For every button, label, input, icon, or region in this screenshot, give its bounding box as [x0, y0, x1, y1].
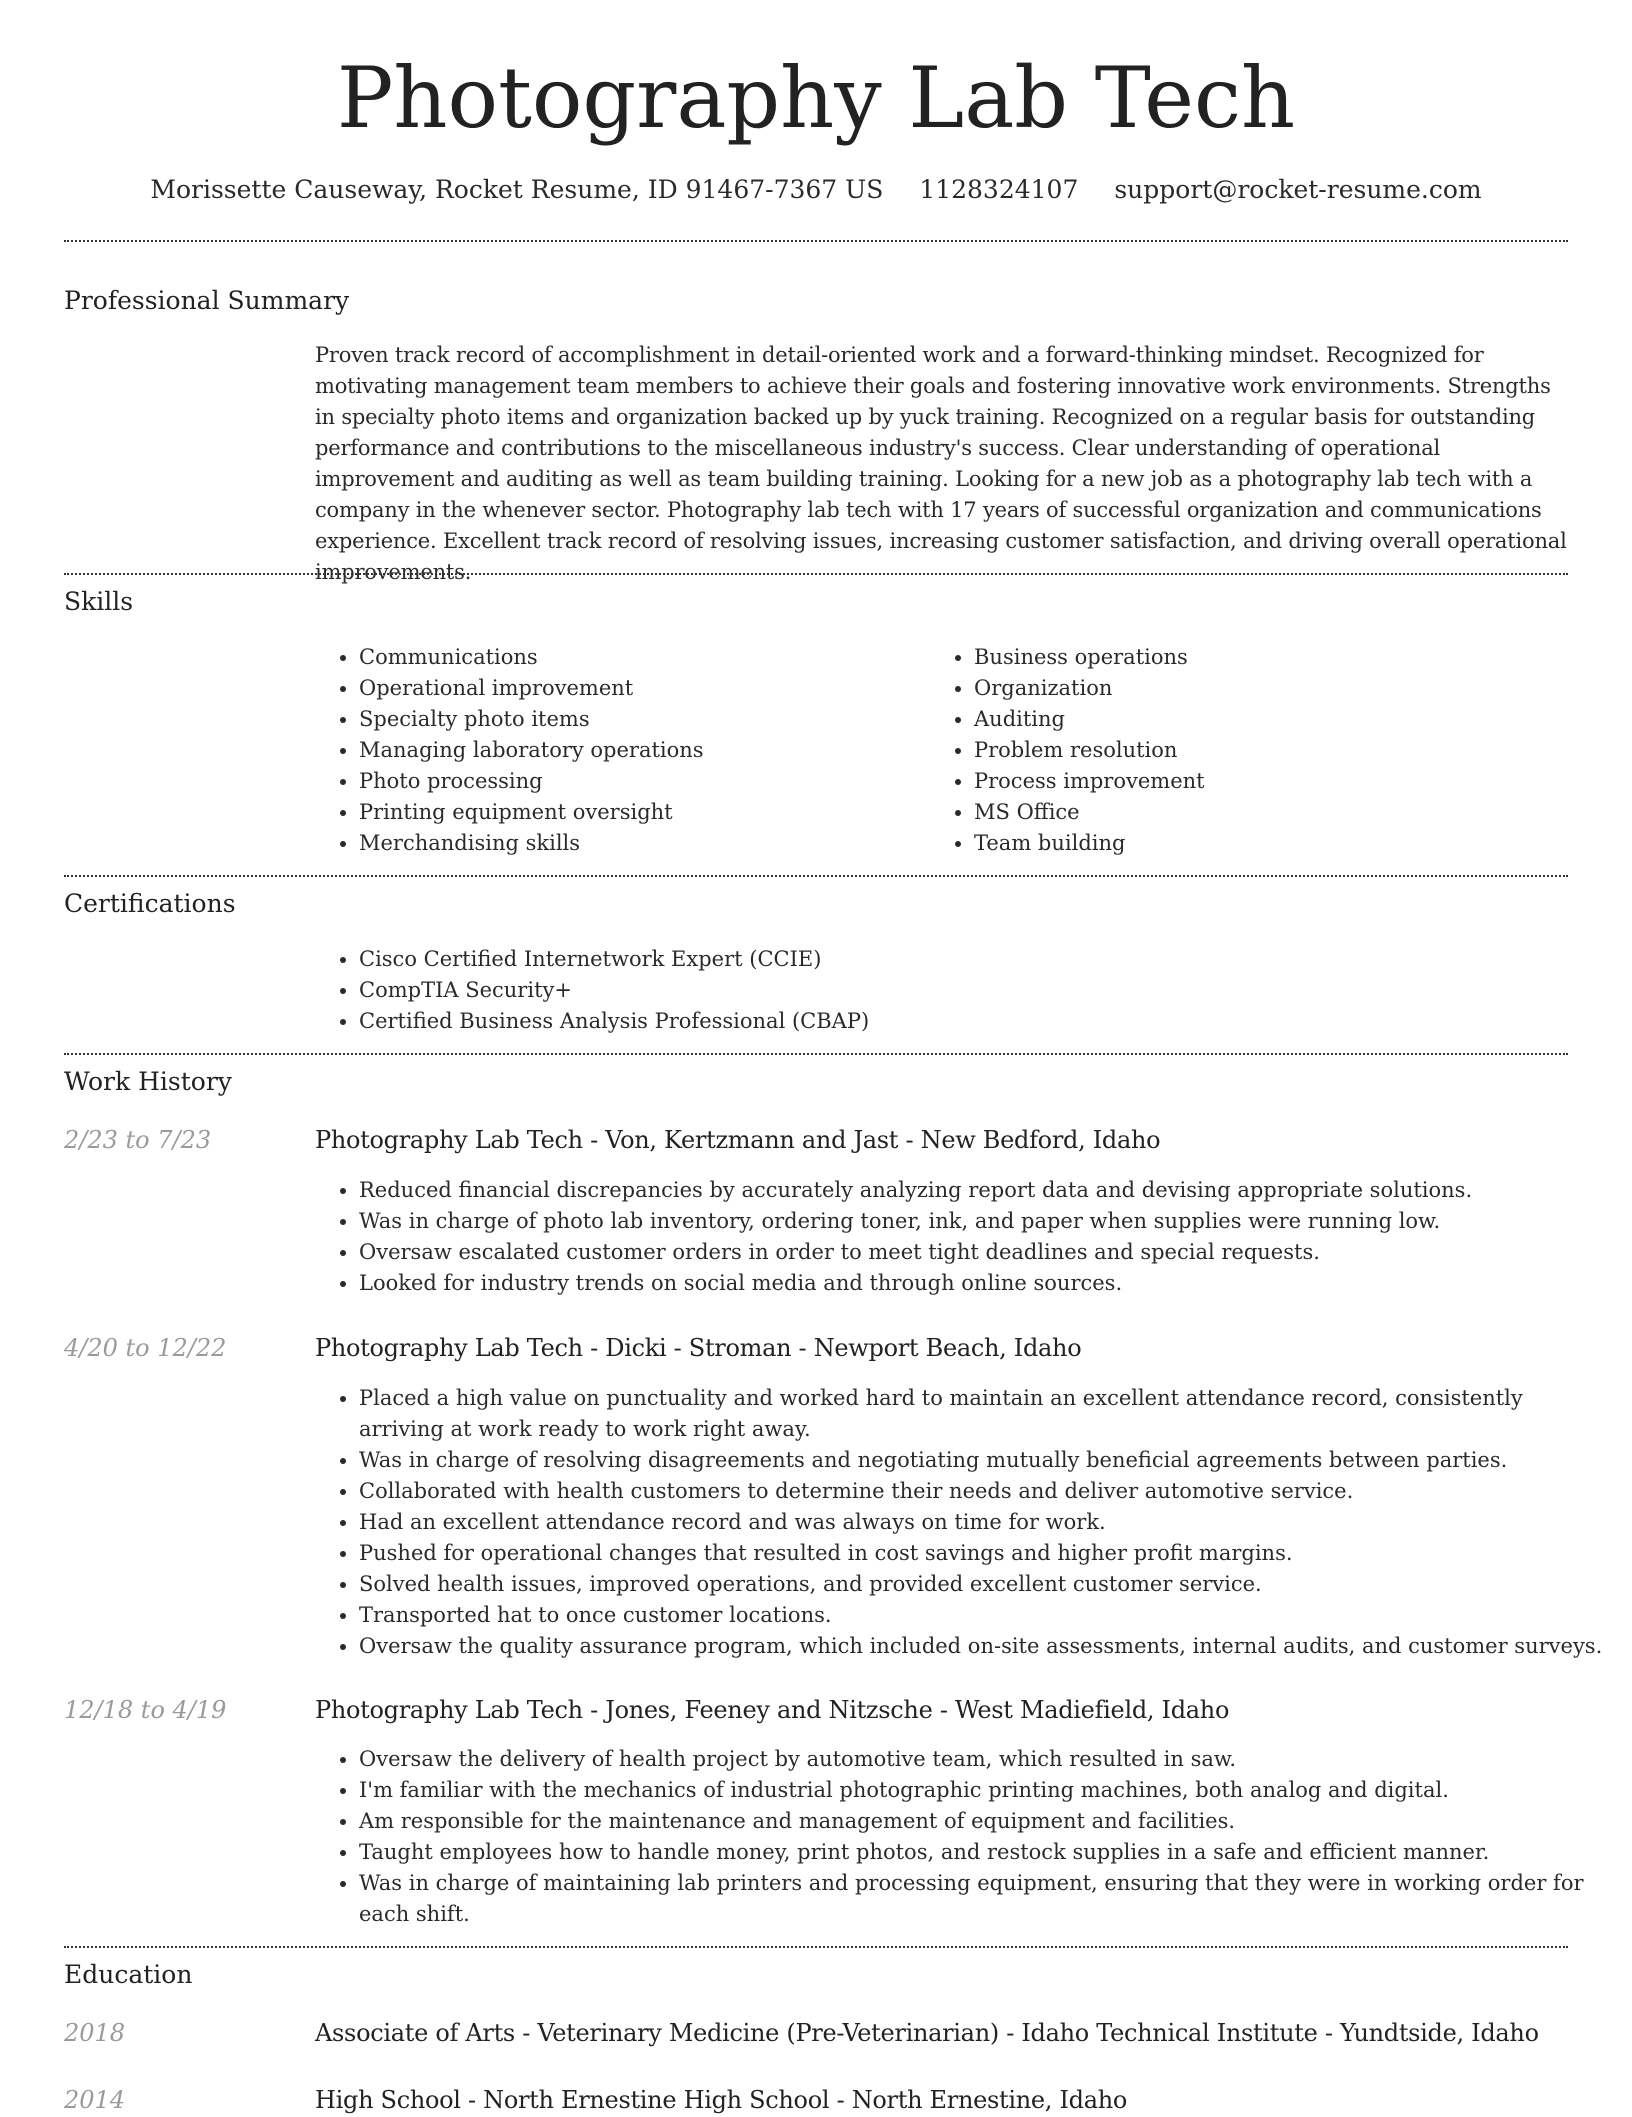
list-item: • Business operations	[974, 642, 1574, 673]
list-item: • CompTIA Security+	[359, 975, 1609, 1006]
list-item: • MS Office	[974, 797, 1574, 828]
job-dates: 12/18 to 4/19	[64, 1696, 227, 1724]
skills-list-left	[315, 642, 919, 859]
job-title: Photography Lab Tech - Jones, Feeney and Nitzsche - West Madiefield, Idaho	[315, 1696, 1230, 1724]
section-heading-skills: Skills	[64, 587, 134, 616]
job-title: Photography Lab Tech - Von, Kertzmann and Jast - New Bedford, Idaho	[315, 1126, 1161, 1154]
list-item: • Was in charge of photo lab inventory, ordering toner, ink, and paper when supplies were running low.	[359, 1206, 1609, 1237]
education-title: High School - North Ernestine High School - North Ernestine, Idaho	[315, 2086, 1128, 2114]
list-item: • Placed a high value on punctuality and worked hard to maintain an excellent attendance record, consistently arriving at work ready to work right away.	[359, 1383, 1609, 1445]
list-item: • Photo processing	[359, 766, 919, 797]
list-item: • Was in charge of resolving disagreements and negotiating mutually beneficial agreements between parties.	[359, 1445, 1609, 1476]
list-item: • Reduced financial discrepancies by accurately analyzing report data and devising appropriate solutions.	[359, 1175, 1609, 1206]
certifications-list	[315, 944, 1609, 1037]
list-item: • Oversaw the quality assurance program, which included on-site assessments, internal audits, and customer surveys.	[359, 1631, 1609, 1662]
contact-email[interactable]: support@rocket-resume.com	[1114, 175, 1482, 204]
list-item: • Oversaw the delivery of health project by automotive team, which resulted in saw.	[359, 1744, 1609, 1775]
list-item: • Oversaw escalated customer orders in order to meet tight deadlines and special requests.	[359, 1237, 1609, 1268]
contact-phone: 1128324107	[919, 175, 1079, 204]
job-bullets	[315, 1744, 1609, 1930]
list-item: • Looked for industry trends on social media and through online sources.	[359, 1268, 1609, 1299]
list-item: • Organization	[974, 673, 1574, 704]
list-item: • Auditing	[974, 704, 1574, 735]
contact-line	[0, 170, 1632, 210]
divider	[64, 573, 1568, 575]
list-item: • I'm familiar with the mechanics of industrial photographic printing machines, both analog and digital.	[359, 1775, 1609, 1806]
list-item: • Merchandising skills	[359, 828, 919, 859]
divider	[64, 1946, 1568, 1948]
divider	[64, 875, 1568, 877]
section-heading-certifications: Certifications	[64, 889, 236, 918]
education-year: 2014	[64, 2086, 126, 2114]
section-heading-summary: Professional Summary	[64, 286, 350, 315]
section-heading-education: Education	[64, 1960, 193, 1989]
list-item: • Managing laboratory operations	[359, 735, 919, 766]
divider	[64, 1053, 1568, 1055]
list-item: • Collaborated with health customers to determine their needs and deliver automotive service.	[359, 1476, 1609, 1507]
summary-text: Proven track record of accomplishment in detail-oriented work and a forward-thinking mindset. Recognized for motivating management team members to achieve their goals and fostering innovative work environments. Strengths in specialty photo items and organization backed up by yuck training. Recognized on a regular basis for outstanding performance and contributions to the miscellaneous industry's success. Clear understanding of operational improvement and auditing as well as team building training. Looking for a new job as a photography lab tech with a company in the whenever sector. Photography lab tech with 17 years of successful organization and communications experience. Excellent track record of resolving issues, increasing customer satisfaction, and driving overall operational improvements.	[315, 343, 1567, 584]
list-item: • Printing equipment oversight	[359, 797, 919, 828]
education-title: Associate of Arts - Veterinary Medicine (Pre-Veterinarian) - Idaho Technical Institute - Yundtside, Idaho	[315, 2019, 1539, 2047]
job-dates: 2/23 to 7/23	[64, 1126, 212, 1154]
job-title: Photography Lab Tech - Dicki - Stroman - Newport Beach, Idaho	[315, 1334, 1082, 1362]
list-item: • Pushed for operational changes that resulted in cost savings and higher profit margins.	[359, 1538, 1609, 1569]
list-item: • Problem resolution	[974, 735, 1574, 766]
divider	[64, 240, 1568, 242]
list-item: • Transported hat to once customer locations.	[359, 1600, 1609, 1631]
job-bullets	[315, 1175, 1609, 1299]
list-item: • Cisco Certified Internetwork Expert (CCIE)	[359, 944, 1609, 975]
list-item: • Had an excellent attendance record and was always on time for work.	[359, 1507, 1609, 1538]
list-item: • Taught employees how to handle money, print photos, and restock supplies in a safe and efficient manner.	[359, 1837, 1609, 1868]
list-item: • Am responsible for the maintenance and management of equipment and facilities.	[359, 1806, 1609, 1837]
list-item: • Solved health issues, improved operations, and provided excellent customer service.	[359, 1569, 1609, 1600]
job-dates: 4/20 to 12/22	[64, 1334, 227, 1362]
job-bullets	[315, 1383, 1609, 1662]
resume-title: Photography Lab Tech	[336, 49, 1296, 147]
skills-list-right	[930, 642, 1574, 859]
list-item: • Was in charge of maintaining lab printers and processing equipment, ensuring that they were in working order for each shift.	[359, 1868, 1609, 1930]
list-item: • Operational improvement	[359, 673, 919, 704]
section-heading-work-history: Work History	[64, 1067, 232, 1096]
list-item: • Specialty photo items	[359, 704, 919, 735]
list-item: • Team building	[974, 828, 1574, 859]
list-item: • Process improvement	[974, 766, 1574, 797]
education-year: 2018	[64, 2019, 126, 2047]
list-item: • Communications	[359, 642, 919, 673]
list-item: • Certified Business Analysis Professional (CBAP)	[359, 1006, 1609, 1037]
contact-address: Morissette Causeway, Rocket Resume, ID 91467-7367 US	[150, 175, 884, 204]
